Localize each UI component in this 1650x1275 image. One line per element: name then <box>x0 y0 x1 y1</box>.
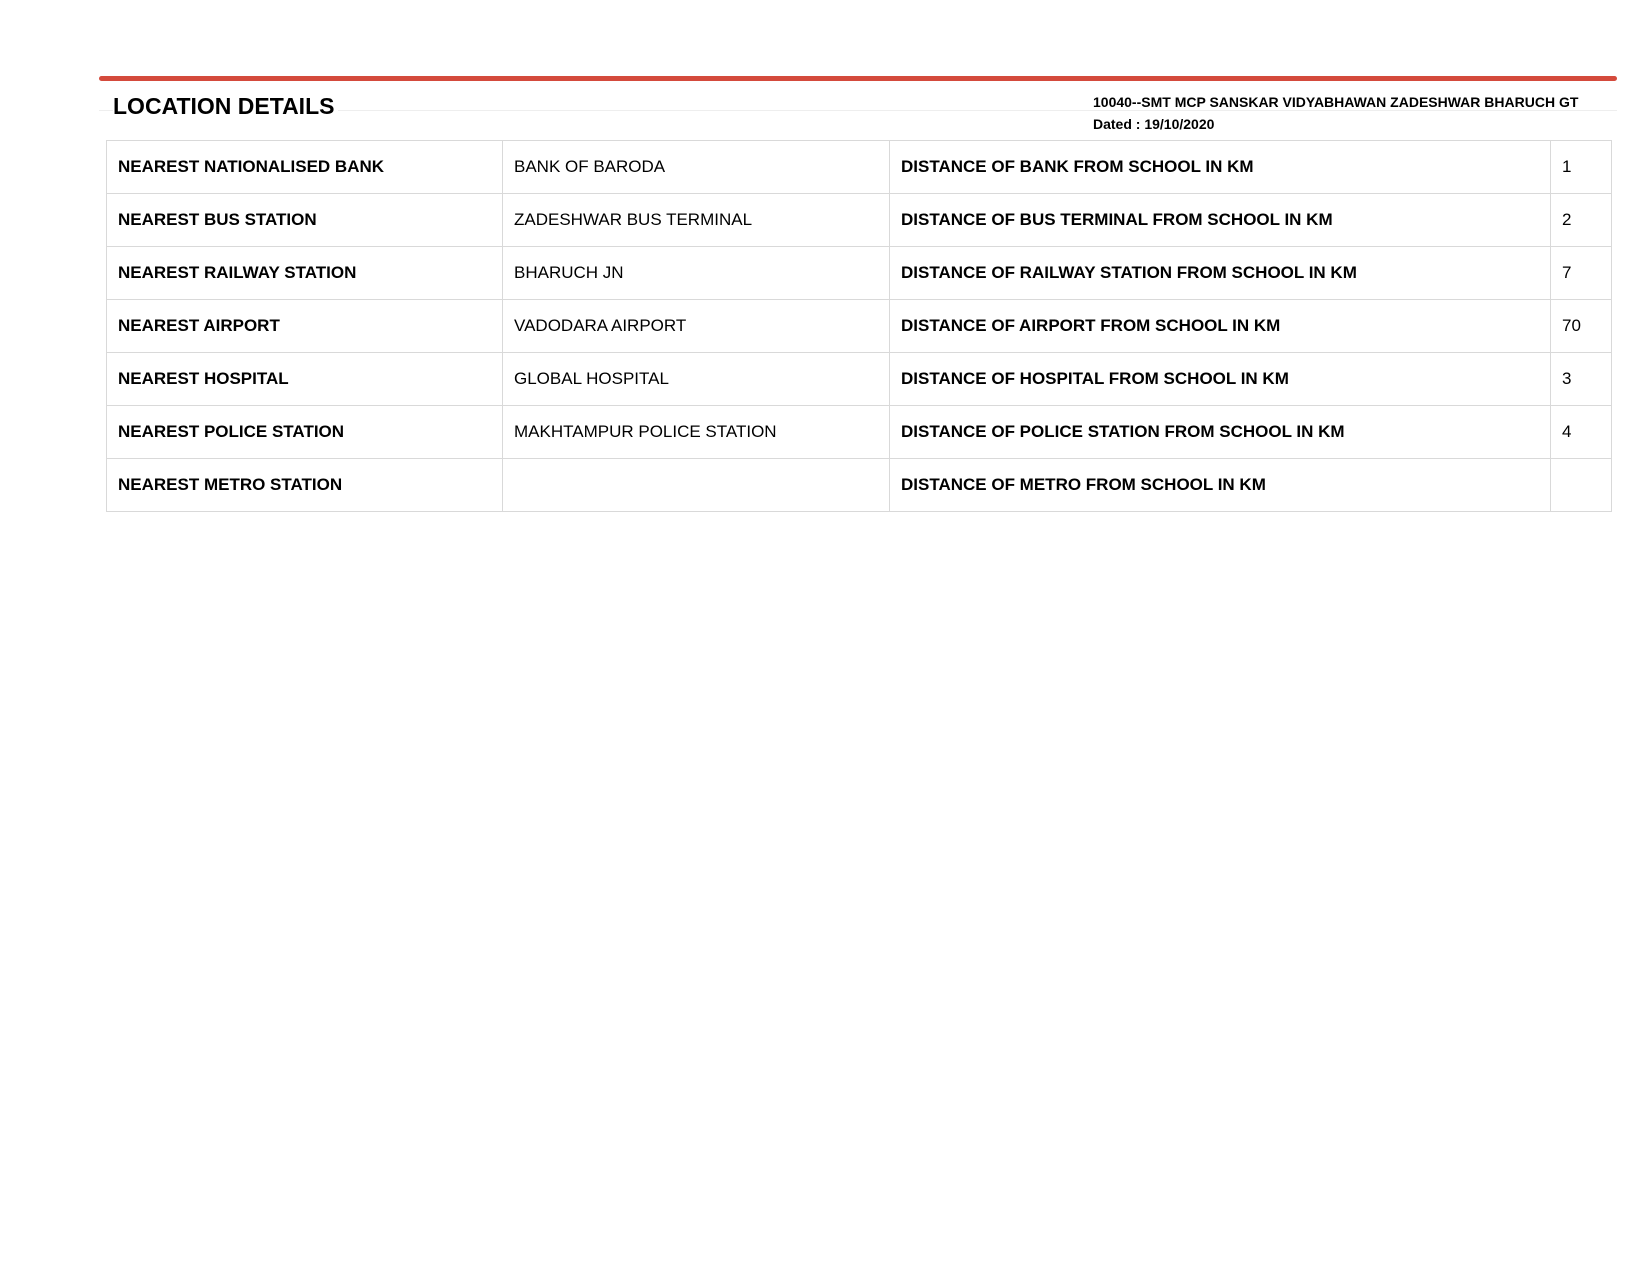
facility-name: BHARUCH JN <box>503 247 890 300</box>
section-title: LOCATION DETAILS <box>113 93 338 120</box>
distance-label: DISTANCE OF HOSPITAL FROM SCHOOL IN KM <box>890 353 1551 406</box>
facility-label: NEAREST METRO STATION <box>107 459 503 512</box>
table-row <box>107 300 1612 353</box>
facility-label: NEAREST HOSPITAL <box>107 353 503 406</box>
distance-label: DISTANCE OF RAILWAY STATION FROM SCHOOL IN KM <box>890 247 1551 300</box>
table-row <box>107 406 1612 459</box>
facility-label: NEAREST RAILWAY STATION <box>107 247 503 300</box>
facility-label: NEAREST NATIONALISED BANK <box>107 141 503 194</box>
table-row <box>107 194 1612 247</box>
facility-label: NEAREST BUS STATION <box>107 194 503 247</box>
location-details-table <box>106 140 1612 512</box>
distance-value: 3 <box>1551 353 1612 406</box>
header-accent-bar <box>99 76 1617 81</box>
facility-label: NEAREST POLICE STATION <box>107 406 503 459</box>
distance-value: 2 <box>1551 194 1612 247</box>
table-row <box>107 247 1612 300</box>
facility-name: ZADESHWAR BUS TERMINAL <box>503 194 890 247</box>
distance-value: 4 <box>1551 406 1612 459</box>
facility-name: BANK OF BARODA <box>503 141 890 194</box>
distance-value: 7 <box>1551 247 1612 300</box>
school-info <box>1093 91 1578 135</box>
facility-name: GLOBAL HOSPITAL <box>503 353 890 406</box>
facility-name <box>503 459 890 512</box>
distance-value <box>1551 459 1612 512</box>
dated-text: Dated : 19/10/2020 <box>1093 116 1215 132</box>
distance-label: DISTANCE OF BANK FROM SCHOOL IN KM <box>890 141 1551 194</box>
distance-value: 1 <box>1551 141 1612 194</box>
facility-label: NEAREST AIRPORT <box>107 300 503 353</box>
table-row <box>107 141 1612 194</box>
distance-label: DISTANCE OF BUS TERMINAL FROM SCHOOL IN KM <box>890 194 1551 247</box>
school-name: 10040--SMT MCP SANSKAR VIDYABHAWAN ZADESHWAR BHARUCH GT <box>1093 94 1579 110</box>
table-row <box>107 353 1612 406</box>
facility-name: VADODARA AIRPORT <box>503 300 890 353</box>
distance-label: DISTANCE OF AIRPORT FROM SCHOOL IN KM <box>890 300 1551 353</box>
table-row <box>107 459 1612 512</box>
distance-label: DISTANCE OF POLICE STATION FROM SCHOOL IN KM <box>890 406 1551 459</box>
distance-value: 70 <box>1551 300 1612 353</box>
facility-name: MAKHTAMPUR POLICE STATION <box>503 406 890 459</box>
distance-label: DISTANCE OF METRO FROM SCHOOL IN KM <box>890 459 1551 512</box>
